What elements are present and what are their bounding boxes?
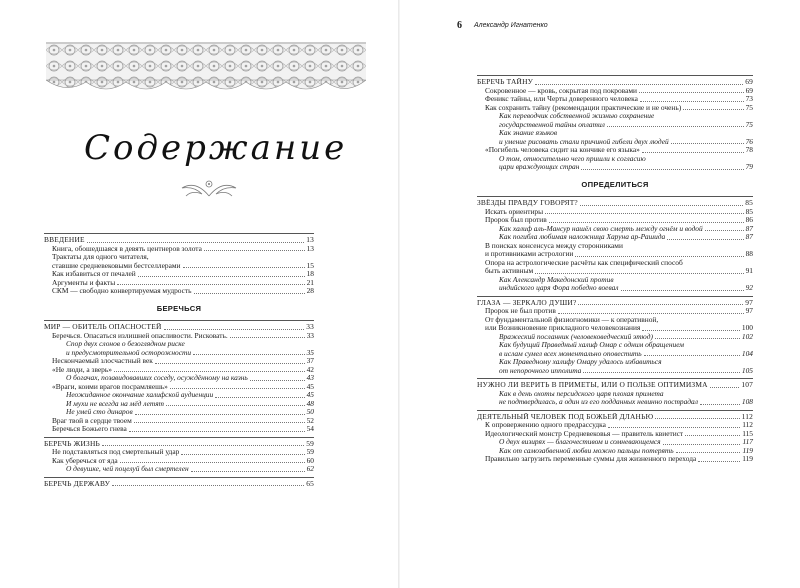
toc-entry-page: 92	[745, 283, 753, 292]
toc-entry[interactable]	[477, 146, 753, 155]
toc-entry-title: и противниками астрологии	[485, 250, 574, 258]
toc-entry-page: 54	[306, 424, 314, 433]
toc-entry-page: 15	[306, 260, 314, 270]
toc-entry[interactable]	[44, 236, 314, 245]
ornament-divider	[174, 176, 244, 198]
toc-entry-title: государственной тайны оплатил	[499, 120, 605, 129]
dot-leader	[120, 462, 305, 463]
dot-leader	[639, 92, 744, 93]
toc-entry-page: 69	[745, 85, 753, 95]
spacer	[477, 189, 753, 193]
toc-entry-title: К опровержению одного предрассудка	[485, 421, 606, 429]
dot-leader	[700, 404, 740, 405]
toc-entry[interactable]	[44, 366, 314, 375]
toc-entry[interactable]	[477, 358, 753, 367]
toc-entry-title: ГЛАЗА — ЗЕРКАЛО ДУШИ?	[477, 298, 577, 307]
toc-entry-page: 33	[306, 330, 314, 340]
toc-entry[interactable]	[44, 425, 314, 434]
toc-entry-title: не подтвердилась, а один из его подданных невинно пострадал	[499, 398, 698, 406]
toc-entry-page: 91	[745, 266, 753, 275]
dot-leader	[710, 387, 740, 388]
dot-leader	[193, 354, 305, 355]
toc-entry-title: ЗВЁЗДЫ ПРАВДУ ГОВОРЯТ?	[477, 199, 578, 207]
toc-entry-title: НУЖНО ЛИ ВЕРИТЬ В ПРИМЕТЫ, ИЛИ О ПОЛЬЗЕ ОПТИМИЗМА	[477, 381, 708, 389]
toc-entry[interactable]	[477, 455, 753, 464]
toc-entry-page: 35	[306, 347, 314, 357]
toc-entry[interactable]	[44, 480, 314, 489]
toc-entry-title: Как Александр Македонский против	[499, 275, 614, 284]
toc-entry-page: 102	[741, 331, 753, 341]
toc-entry[interactable]	[44, 323, 314, 332]
toc-entry[interactable]	[477, 341, 753, 350]
section-rule	[477, 196, 753, 197]
toc-entry[interactable]	[477, 112, 753, 121]
toc-entry-page: 33	[306, 322, 314, 331]
toc-entry-page: 13	[306, 243, 314, 253]
toc-entry[interactable]	[477, 121, 753, 130]
toc-entry[interactable]	[44, 417, 314, 426]
toc-entry[interactable]	[44, 262, 314, 271]
dot-leader	[671, 143, 744, 144]
toc-entry-page: 69	[745, 77, 753, 86]
toc-entry-title: О двух визирях — благочестивом и сомневающемся	[499, 438, 661, 446]
dot-leader	[250, 380, 305, 381]
dot-leader	[621, 290, 744, 291]
toc-entry-title: «Враги, коими врагов посрамляешь»	[52, 382, 168, 391]
running-head-author: Александр Игнатенко	[474, 22, 548, 29]
toc-entry[interactable]	[44, 400, 314, 409]
toc-entry[interactable]	[477, 155, 753, 164]
toc-entry-title: Как сохранить тайну (рекомендации практические и не очень)	[485, 103, 682, 112]
toc-entry-page: 73	[745, 94, 753, 103]
toc-entry-title: Неожиданное окончание халифской аудиенции	[66, 391, 214, 399]
dot-leader	[155, 363, 305, 364]
toc-entry-page: 86	[745, 215, 753, 224]
toc-entry-title: Аргументы и факты	[52, 278, 116, 287]
toc-entry[interactable]	[477, 324, 753, 333]
toc-entry-title: Как знание языков	[499, 129, 558, 137]
toc-entry-title: Как Праведному халифу Омару удалось избавиться	[499, 358, 662, 366]
toc-entry-title: Как переводчик собственной жизнью сохранение	[499, 112, 655, 120]
toc-entry[interactable]	[477, 208, 753, 217]
toc-entry[interactable]	[477, 438, 753, 447]
toc-entry-title: ВВЕДЕНИЕ	[44, 236, 85, 244]
toc-entry-page: 50	[306, 407, 314, 416]
toc-entry-title: Феникс тайны, или Черты доверенного человека	[485, 95, 638, 103]
dot-leader	[191, 471, 305, 472]
section-rule	[477, 378, 753, 379]
toc-entry-page: 107	[741, 380, 753, 389]
toc-entry[interactable]	[477, 138, 753, 147]
toc-entry-title: Спор двух слонов о безоглядном риске	[66, 340, 185, 348]
toc-entry-page: 85	[745, 206, 753, 216]
dot-leader	[676, 452, 741, 453]
toc-entry-title: Пророк был против	[485, 216, 547, 224]
toc-entry-page: 75	[745, 119, 753, 129]
toc-entry[interactable]	[477, 447, 753, 456]
toc-entry-title: «Не люди, а зверь»	[52, 365, 112, 374]
toc-entry-page: 119	[742, 445, 753, 455]
toc-entry[interactable]	[477, 430, 753, 439]
toc-entry-page: 65	[306, 478, 314, 488]
toc-entry-page: 18	[306, 269, 314, 278]
dot-leader	[215, 397, 304, 398]
dot-leader	[166, 405, 305, 406]
toc-entry-page: 108	[741, 397, 753, 406]
part-heading: ОПРЕДЕЛИТЬСЯ	[581, 179, 649, 189]
toc-entry-title: ставшие средневековыми бестселлерами	[52, 261, 181, 270]
toc-entry[interactable]	[44, 340, 314, 349]
dot-leader	[575, 256, 743, 257]
toc-entry[interactable]	[477, 413, 753, 422]
toc-entry[interactable]	[477, 299, 753, 308]
toc-entry-page: 87	[745, 223, 753, 233]
toc-entry-title: Как погибла любимая наложница Харуна ар-Рашида	[499, 233, 666, 241]
dot-leader	[642, 330, 740, 331]
toc-entry-page: 43	[306, 373, 314, 382]
toc-entry-page: 28	[306, 286, 314, 295]
toc-entry[interactable]	[477, 267, 753, 276]
toc-entry[interactable]	[44, 245, 314, 254]
toc-entry-page: 76	[745, 136, 753, 146]
ornament-header	[46, 42, 366, 98]
dot-leader	[642, 152, 744, 153]
toc-entry-title: и умение рисовать стали причиной гибели двух людей	[499, 137, 669, 146]
toc-entry-title: Вражеский посланник (человековедческий этюд)	[499, 332, 653, 341]
toc-entry[interactable]	[477, 350, 753, 359]
toc-entry[interactable]	[44, 287, 314, 296]
section-rule	[44, 233, 314, 234]
toc-entry[interactable]	[44, 279, 314, 288]
toc-entry-title: Искать ориентиры	[485, 207, 544, 216]
toc-entry-page: 45	[306, 390, 314, 399]
dot-leader	[644, 355, 740, 356]
toc-entry-page: 45	[306, 381, 314, 391]
right-page	[400, 0, 800, 588]
toc-left	[44, 230, 314, 488]
toc-entry-title: От фундаментальной физиогномики — к оперативной,	[485, 315, 659, 324]
toc-entry-title: Пророк не был против	[485, 307, 556, 315]
dot-leader	[164, 329, 305, 330]
dot-leader	[87, 242, 304, 243]
toc-entry-page: 60	[306, 455, 314, 465]
dot-leader	[578, 304, 743, 305]
dot-leader	[535, 84, 743, 85]
dot-leader	[607, 126, 744, 127]
toc-entry-page: 79	[745, 162, 753, 171]
toc-entry[interactable]	[44, 357, 314, 366]
toc-entry-title: В поисках консенсуса между сторонниками	[485, 241, 623, 250]
toc-entry-title: Идеологический монстр Средневековья — правитель квиетист	[485, 429, 684, 438]
dot-leader	[535, 273, 743, 274]
dot-leader	[170, 388, 305, 389]
toc-entry[interactable]	[44, 270, 314, 279]
dot-leader	[640, 101, 744, 102]
toc-entry[interactable]	[44, 374, 314, 383]
toc-entry-title: О богачах, позавидовавших соседу, осуждённому на казнь	[66, 374, 248, 382]
toc-entry-title: МИР — ОБИТЕЛЬ ОПАСНОСТЕЙ	[44, 323, 162, 331]
toc-entry-title: в ислам сумел всех моментально оповестить	[499, 349, 642, 358]
dot-leader	[667, 239, 743, 240]
toc-entry-title: быть активным	[485, 267, 534, 275]
section-rule	[477, 296, 753, 297]
toc-entry-title: Как уберечься от яда	[52, 456, 118, 465]
toc-entry[interactable]	[44, 253, 314, 262]
toc-entry[interactable]	[477, 316, 753, 325]
dot-leader	[183, 267, 305, 268]
toc-entry-page: 100	[741, 323, 753, 332]
toc-entry-page: 48	[306, 398, 314, 408]
toc-entry-title: Правильно загрузить переменные суммы для жизненного перехода	[485, 455, 697, 463]
dot-leader	[230, 337, 305, 338]
toc-entry[interactable]	[477, 242, 753, 251]
dot-leader	[545, 213, 744, 214]
section-rule	[44, 477, 314, 478]
toc-entry[interactable]	[477, 381, 753, 390]
toc-entry-page: 37	[306, 356, 314, 365]
toc-entry-title: БЕРЕЧЬ ЖИЗНЬ	[44, 439, 100, 448]
toc-entry-title: Беречься Божьего гнева	[52, 425, 127, 433]
toc-entry-page: 119	[742, 454, 753, 463]
dot-leader	[134, 422, 305, 423]
toc-entry-page: 75	[745, 102, 753, 112]
toc-entry[interactable]	[477, 307, 753, 316]
toc-entry-page: 62	[306, 464, 314, 473]
dot-leader	[112, 485, 304, 486]
spacer	[44, 313, 314, 317]
toc-entry[interactable]	[44, 457, 314, 466]
dot-leader	[663, 444, 741, 445]
toc-entry-title: Как халиф аль-Мансур нашёл свою смерть между огнём и водой	[499, 224, 703, 233]
toc-entry-page: 85	[745, 198, 753, 207]
toc-entry-page: 97	[745, 297, 753, 307]
section-rule	[477, 410, 753, 411]
toc-entry-title: СКМ — свободно конвертируемая мудрость	[52, 287, 192, 295]
toc-entry-page: 88	[745, 249, 753, 258]
toc-entry-page: 112	[741, 411, 753, 421]
toc-entry-title: Враг твой в сердце твоем	[52, 416, 132, 425]
dot-leader	[705, 230, 744, 231]
toc-entry-title: О том, относительно чего пришли к согласию	[499, 154, 646, 163]
toc-entry[interactable]	[477, 163, 753, 172]
toc-entry-title: Как избавиться от печалей	[52, 270, 136, 278]
toc-entry-title: Сокровенное — кровь, сокрытая под покровами	[485, 86, 637, 95]
dot-leader	[204, 250, 305, 251]
toc-entry-title: ДЕЯТЕЛЬНЫЙ ЧЕЛОВЕК ПОД БОЖЬЕЙ ДЛАНЬЮ	[477, 412, 654, 421]
toc-right	[477, 72, 753, 464]
toc-entry-title: Как в день охоты персидского царя плохая примета	[499, 389, 664, 398]
dot-leader	[138, 276, 305, 277]
dot-leader	[685, 435, 740, 436]
toc-entry[interactable]	[477, 421, 753, 430]
dot-leader	[580, 205, 743, 206]
toc-entry-page: 21	[306, 277, 314, 287]
dot-leader	[102, 445, 304, 446]
dot-leader	[181, 454, 304, 455]
toc-entry[interactable]	[44, 440, 314, 449]
toc-entry[interactable]	[477, 284, 753, 293]
toc-entry-title: Книга, обошедшаяся в девять центнеров золота	[52, 244, 202, 253]
section-rule	[44, 320, 314, 321]
toc-entry[interactable]	[44, 383, 314, 392]
toc-entry-page: 104	[741, 348, 753, 358]
dot-leader	[194, 293, 305, 294]
toc-entry[interactable]	[44, 332, 314, 341]
page-number: 6	[457, 20, 462, 31]
toc-entry-title: БЕРЕЧЬ ТАЙНУ	[477, 78, 534, 86]
toc-entry[interactable]	[477, 216, 753, 225]
dot-leader	[558, 313, 744, 314]
dot-leader	[655, 418, 739, 419]
toc-entry[interactable]	[44, 349, 314, 358]
toc-entry-page: 78	[745, 145, 753, 154]
toc-entry[interactable]	[477, 104, 753, 113]
toc-entry[interactable]	[477, 367, 753, 376]
dot-leader	[549, 222, 744, 223]
toc-entry[interactable]	[477, 390, 753, 399]
dot-leader	[135, 414, 305, 415]
toc-entry[interactable]	[477, 259, 753, 268]
toc-entry-title: Трактаты для одного читателя,	[52, 253, 149, 261]
toc-entry[interactable]	[44, 391, 314, 400]
toc-entry-page: 97	[745, 306, 753, 315]
toc-entry-title: Не умей сто динаров	[66, 408, 133, 416]
dot-leader	[114, 371, 305, 372]
dot-leader	[655, 338, 740, 339]
toc-entry-title: Беречься. Опасаться излишней опасливости. Рисковать.	[52, 331, 228, 340]
section-rule	[477, 75, 753, 76]
toc-entry[interactable]	[44, 408, 314, 417]
toc-entry-title: О девушке, чей поцелуй был смертелен	[66, 465, 189, 473]
toc-entry[interactable]	[477, 225, 753, 234]
toc-entry[interactable]	[477, 276, 753, 285]
dot-leader	[129, 431, 305, 432]
toc-entry-title: БЕРЕЧЬ ДЕРЖАВУ	[44, 479, 111, 488]
toc-entry[interactable]	[477, 87, 753, 96]
toc-entry-page: 59	[306, 447, 314, 456]
toc-entry[interactable]	[44, 448, 314, 457]
toc-entry-page: 87	[745, 232, 753, 241]
dot-leader	[581, 169, 743, 170]
toc-entry-title: цари враждующих стран	[499, 163, 580, 171]
toc-entry-title: Как от самозабвенной любви можно пальцы потерять	[499, 446, 674, 455]
toc-entry-title: и предусмотрительной осторожности	[66, 348, 192, 357]
toc-entry-title: Не подставляться под смертельный удар	[52, 448, 180, 456]
dot-leader	[117, 284, 304, 285]
toc-entry-page: 115	[742, 428, 753, 438]
toc-entry[interactable]	[477, 78, 753, 87]
toc-entry-page: 59	[306, 438, 314, 448]
toc-entry-title: индийского царя Фора победно воевал	[499, 284, 619, 292]
toc-entry[interactable]	[477, 250, 753, 259]
toc-entry-page: 52	[306, 415, 314, 425]
toc-entry[interactable]	[477, 199, 753, 208]
toc-entry-title: Опора на астрологические расчёты как специфический способ	[485, 258, 683, 267]
toc-entry[interactable]	[477, 95, 753, 104]
toc-entry-page: 13	[306, 235, 314, 244]
dot-leader	[608, 427, 740, 428]
toc-entry-title: или Возникновение прикладного человекознания	[485, 324, 641, 332]
part-heading: БЕРЕЧЬСЯ	[156, 303, 202, 313]
page-title: Содержание	[84, 128, 348, 168]
toc-entry-page: 42	[306, 364, 314, 374]
dot-leader	[683, 109, 743, 110]
toc-entry-title: «Погибель человека сидит на кончике его языка»	[485, 146, 640, 154]
toc-entry-page: 112	[742, 420, 753, 429]
section-rule	[44, 437, 314, 438]
toc-entry-title: от непорочного ипполита	[499, 366, 582, 375]
dot-leader	[698, 461, 740, 462]
toc-entry[interactable]	[477, 398, 753, 407]
toc-entry-title: Нескончаемый злосчастный век	[52, 357, 153, 365]
toc-entry-title: И мухи не всегда на мёд летят	[66, 399, 165, 408]
toc-entry-page: 105	[741, 365, 753, 375]
toc-entry-title: Как будущий Праведный халиф Омар с одним обращением	[499, 341, 685, 349]
toc-entry[interactable]	[44, 465, 314, 474]
dot-leader	[583, 372, 740, 373]
toc-entry[interactable]	[477, 333, 753, 342]
toc-entry-page: 117	[742, 437, 753, 446]
toc-entry[interactable]	[477, 129, 753, 138]
toc-entry[interactable]	[477, 233, 753, 242]
